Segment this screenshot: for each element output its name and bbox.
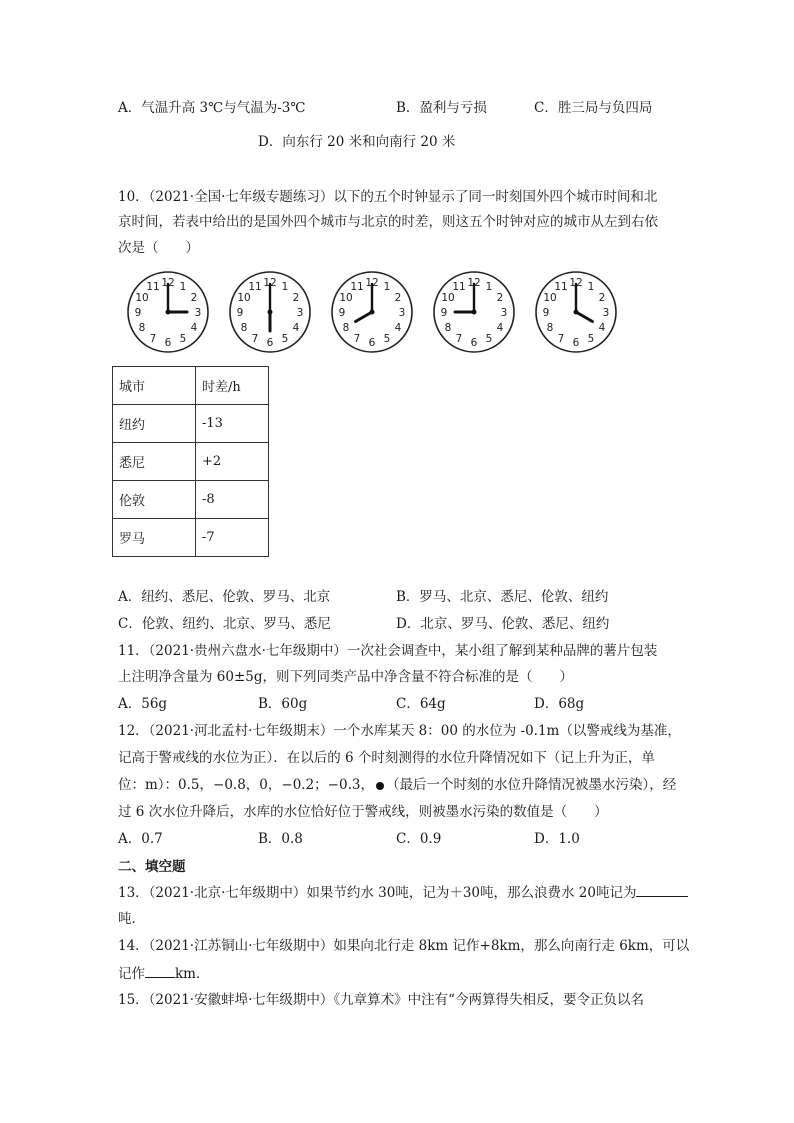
clock-numeral: 5 xyxy=(281,332,289,345)
clock-numeral: 6 xyxy=(266,337,274,349)
clock-center xyxy=(472,310,477,315)
clock-numeral: 1 xyxy=(587,281,595,294)
clock-numeral: 11 xyxy=(146,281,160,294)
clock-numeral: 7 xyxy=(557,332,565,345)
clock-numeral: 6 xyxy=(368,337,376,349)
clock-numeral: 4 xyxy=(292,322,300,334)
time-difference-table xyxy=(112,366,269,557)
clock-numeral: 5 xyxy=(587,332,595,345)
clock-center xyxy=(370,310,375,315)
clock-center xyxy=(268,310,273,315)
q10-stem-line2: 京时间，若表中给出的是国外四个城市与北京的时差，则这五个时钟对应的城市从左到右依 xyxy=(118,214,658,230)
q14-stem-line2 xyxy=(118,963,209,984)
clock-numeral: 8 xyxy=(444,322,452,334)
clock-numeral: 2 xyxy=(292,292,300,304)
clock-numeral: 9 xyxy=(338,307,346,319)
clock-numeral: 12 xyxy=(161,277,175,289)
clock-numeral: 4 xyxy=(598,322,606,334)
clock-numeral: 7 xyxy=(455,332,463,345)
clock-numeral: 4 xyxy=(496,322,504,334)
clock-numeral: 12 xyxy=(263,277,277,289)
table-row xyxy=(113,443,269,481)
clock-numeral: 4 xyxy=(190,322,198,334)
q11-option-c: C．64g xyxy=(396,696,446,712)
clock-numeral: 9 xyxy=(134,307,142,319)
q14-stem-suffix: km． xyxy=(175,966,210,982)
clock-numeral: 9 xyxy=(542,307,550,319)
section-title: 二、填空题 xyxy=(118,859,186,875)
clock-numeral: 8 xyxy=(240,322,248,334)
q11-stem-line1: 11．（2021·贵州六盘水·七年级期中）一次社会调查中，某小组了解到某种品牌的薯片包装 xyxy=(118,643,658,659)
clock-numeral: 7 xyxy=(149,332,157,345)
clock-4 xyxy=(430,268,518,356)
table-row xyxy=(113,519,269,557)
table-header-diff: 时差/h xyxy=(196,367,269,405)
q11-option-d: D．68g xyxy=(534,696,585,712)
clock-numeral: 12 xyxy=(569,277,583,289)
q12-option-a: A．0.7 xyxy=(118,831,163,847)
clock-numeral: 6 xyxy=(572,337,580,349)
q15-stem-line1: 15．（2021·安徽蚌埠·七年级期中）《九章算术》中注有“今两算得失相反，要令正负以名 xyxy=(118,992,645,1008)
clock-numeral: 10 xyxy=(543,292,557,304)
q12-stem-line3a: 位：m）：0.5，−0.8，0，−0.2；−0.3， xyxy=(118,777,374,793)
q12-option-b: B．0.8 xyxy=(258,831,303,847)
clock-numeral: 1 xyxy=(383,281,391,294)
clock-numeral: 7 xyxy=(251,332,259,345)
clock-2 xyxy=(226,268,314,356)
clock-numeral: 5 xyxy=(383,332,391,345)
clock-numeral: 1 xyxy=(281,281,289,294)
clock-numeral: 9 xyxy=(236,307,244,319)
q13-answer-blank[interactable] xyxy=(636,882,688,897)
clock-numeral: 2 xyxy=(394,292,402,304)
clock-numeral: 1 xyxy=(485,281,493,294)
clock-numeral: 3 xyxy=(194,307,202,319)
clock-numeral: 2 xyxy=(598,292,606,304)
clock-numeral: 10 xyxy=(441,292,455,304)
q13-stem-line1 xyxy=(118,882,688,903)
table-cell-diff: -13 xyxy=(196,405,269,443)
table-cell-diff: -8 xyxy=(196,481,269,519)
q13-stem-text: 13．（2021·北京·七年级期中）如果节约水 30吨，记为＋30吨，那么浪费水 20吨记为 xyxy=(118,885,637,901)
table-cell-city: 伦敦 xyxy=(113,481,196,519)
clock-numeral: 5 xyxy=(485,332,493,345)
q13-stem-line2: 吨． xyxy=(118,911,145,927)
q12-option-c: C．0.9 xyxy=(396,831,442,847)
q10-option-b: B．罗马、北京、悉尼、伦敦、纽约 xyxy=(396,589,609,605)
q12-stem-line3b: （最后一个时刻的水位升降情况被墨水污染），经 xyxy=(385,777,677,793)
clock-numeral: 8 xyxy=(138,322,146,334)
q14-stem-line1: 14．（2021·江苏铜山·七年级期中）如果向北行走 8km 记作+8km，那么向南行走 6km，可以 xyxy=(118,938,690,954)
clock-numeral: 1 xyxy=(179,281,187,294)
q9-option-c: C．胜三局与负四局 xyxy=(534,100,653,116)
clock-numeral: 4 xyxy=(394,322,402,334)
clock-numeral: 2 xyxy=(190,292,198,304)
table-cell-diff: -7 xyxy=(196,519,269,557)
table-row xyxy=(113,481,269,519)
q11-option-a: A．56g xyxy=(118,696,168,712)
q10-option-c: C．伦敦、纽约、北京、罗马、悉尼 xyxy=(118,616,331,632)
q11-stem-line2: 上注明净含量为 60±5g，则下列同类产品中净含量不符合标准的是（ ） xyxy=(118,669,574,685)
clock-numeral: 8 xyxy=(546,322,554,334)
clock-numeral: 12 xyxy=(467,277,481,289)
clock-numeral: 11 xyxy=(452,281,466,294)
clock-numeral: 12 xyxy=(365,277,379,289)
ink-blot-icon xyxy=(376,782,384,790)
clock-numeral: 8 xyxy=(342,322,350,334)
clock-numeral: 3 xyxy=(602,307,610,319)
table-cell-city: 悉尼 xyxy=(113,443,196,481)
clock-numeral: 11 xyxy=(350,281,364,294)
q12-option-d: D．1.0 xyxy=(534,831,580,847)
q12-stem-line1: 12．（2021·河北孟村·七年级期末）一个水库某天 8：00 的水位为 -0.1m（以警戒线为基准， xyxy=(118,723,681,739)
table-header-row xyxy=(113,367,269,405)
q12-stem-line3 xyxy=(118,775,676,795)
q12-stem-line4: 过 6 次水位升降后，水库的水位恰好位于警戒线，则被墨水污染的数值是（ ） xyxy=(118,804,608,820)
q10-option-d: D．北京、罗马、伦敦、悉尼、纽约 xyxy=(396,616,610,632)
clock-numeral: 3 xyxy=(398,307,406,319)
clock-numeral: 10 xyxy=(237,292,251,304)
q14-answer-blank[interactable] xyxy=(145,963,175,978)
q9-option-d: D．向东行 20 米和向南行 20 米 xyxy=(258,134,456,150)
clock-numeral: 7 xyxy=(353,332,361,345)
table-cell-city: 罗马 xyxy=(113,519,196,557)
clock-5 xyxy=(532,268,620,356)
table-row xyxy=(113,405,269,443)
table-cell-city: 纽约 xyxy=(113,405,196,443)
clock-numeral: 6 xyxy=(164,337,172,349)
q10-stem-line1: 10．（2021·全国·七年级专题练习）以下的五个时钟显示了同一时刻国外四个城市时间和北 xyxy=(118,189,658,205)
clock-numeral: 11 xyxy=(554,281,568,294)
q11-option-b: B．60g xyxy=(258,696,308,712)
clock-numeral: 10 xyxy=(135,292,149,304)
clock-numeral: 11 xyxy=(248,281,262,294)
clock-numeral: 6 xyxy=(470,337,478,349)
clock-numeral: 9 xyxy=(440,307,448,319)
q12-stem-line2: 记高于警戒线的水位为正）．在以后的 6 个时刻测得的水位升降情况如下（记上升为正，单 xyxy=(118,750,655,766)
q9-option-b: B．盈利与亏损 xyxy=(396,100,487,116)
clock-numeral: 5 xyxy=(179,332,187,345)
clock-center xyxy=(574,310,579,315)
clock-1 xyxy=(124,268,212,356)
clock-numeral: 2 xyxy=(496,292,504,304)
q10-option-a: A．纽约、悉尼、伦敦、罗马、北京 xyxy=(118,589,331,605)
q10-stem-line3: 次是（ ） xyxy=(118,240,199,256)
table-header-city: 城市 xyxy=(113,367,196,405)
clock-numeral: 10 xyxy=(339,292,353,304)
q14-stem-prefix: 记作 xyxy=(118,966,145,982)
clock-numeral: 3 xyxy=(500,307,508,319)
table-cell-diff: +2 xyxy=(196,443,269,481)
clock-3 xyxy=(328,268,416,356)
clock-numeral: 3 xyxy=(296,307,304,319)
clock-center xyxy=(166,310,171,315)
q9-option-a: A．气温升高 3℃与气温为-3℃ xyxy=(118,100,306,116)
